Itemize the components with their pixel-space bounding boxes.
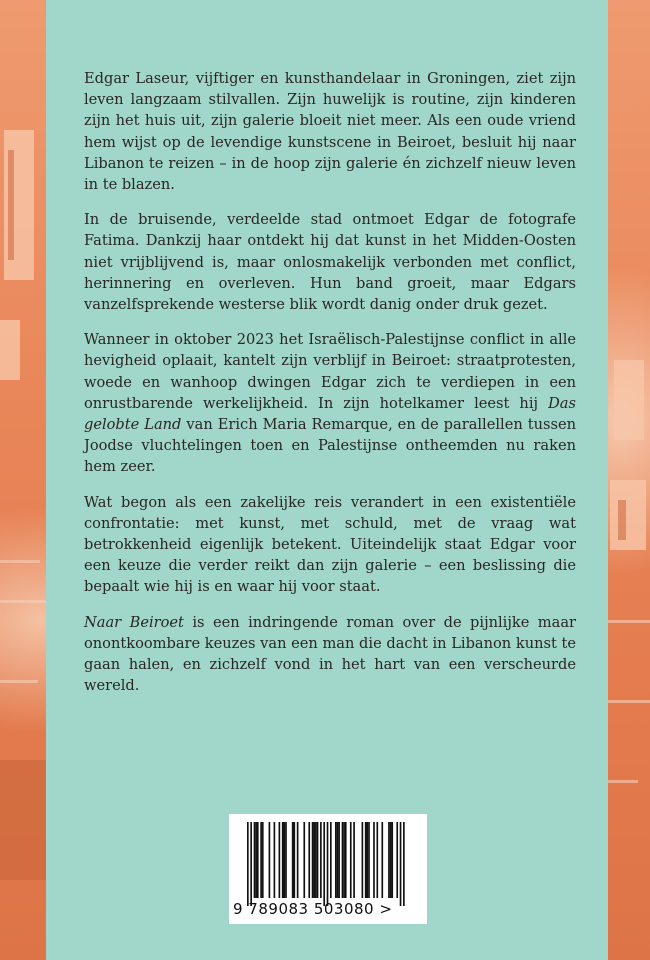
- barcode-bar: [292, 822, 294, 898]
- text-panel: [46, 0, 608, 960]
- barcode-bar: [353, 822, 355, 898]
- barcode-bar: [254, 822, 256, 898]
- barcode-bar: [303, 822, 305, 898]
- barcode-bar: [308, 822, 310, 898]
- blurb-p3-lead: Wanneer in oktober 2023 het Israëlisch-Palestijnse conflict in alle hevigheid oplaait, kantelt zijn verblijf in Beiroet: straatprotesten, woede en wanhoop dwingen Edgar zich te verdiepen in een onrustbarende werkelijkheid. In zijn hotelkamer leest hij: [84, 331, 576, 412]
- barcode-bar: [335, 822, 337, 898]
- blurb-p5-tail: is een indringende roman over de pijnlijke maar onontkoombare keuzes van een man die dacht in Libanon kunst te gaan halen, en zichzelf vond in het hart van een verscheurde wereld.: [84, 613, 577, 695]
- barcode-bar: [247, 822, 249, 906]
- barcode-bar: [269, 822, 271, 898]
- book-reference-title: Das gelobte Land: [84, 394, 576, 434]
- barcode-bar: [279, 822, 281, 898]
- barcode-bar: [390, 822, 392, 898]
- barcode-bar: [297, 822, 299, 898]
- barcode-bar: [388, 822, 390, 898]
- barcode-bar: [274, 822, 276, 898]
- barcode-bar: [373, 822, 375, 898]
- barcode-bar: [330, 822, 332, 898]
- barcode-bar: [345, 822, 347, 898]
- blurb-text: [84, 68, 576, 710]
- blurb-paragraph-1: Edgar Laseur, vijftiger en kunsthandelaar in Groningen, ziet zijn leven langzaam stilvallen. Zijn huwelijk is routine, zijn kinderen zijn het huis uit, zijn galerie bloeit niet meer. Als een oude vriend hem wijst op de levendige kunstscene in Beiroet, besluit hij naar Libanon te reizen – in de hoop zijn galerie én zichzelf nieuw leven in te blazen.: [84, 70, 576, 194]
- right-photo-strip: [608, 0, 650, 960]
- barcode-bar: [367, 822, 369, 898]
- barcode-bar: [342, 822, 344, 898]
- blurb-paragraph-2: In de bruisende, verdeelde stad ontmoet Edgar de fotografe Fatima. Dankzij haar ontdekt hij dat kunst in het Midden-Oosten niet vrijblijvend is, maar onlosmakelijk verbonden met conflict, herinnering en overleven. Hun band groeit, maar Edgars vanzelfsprekende westerse blik wordt danig onder druk gezet.: [84, 211, 576, 314]
- blurb-p3-tail: van Erich Maria Remarque, en de parallellen tussen Joodse vluchtelingen toen en Palestijnse ontheemden nu raken hem zeer.: [84, 416, 576, 476]
- barcode-bar: [337, 822, 339, 898]
- barcode-bar: [338, 822, 340, 898]
- barcode-bar: [285, 822, 287, 898]
- barcode-bar: [284, 822, 286, 898]
- barcode-bar: [262, 822, 264, 898]
- barcode-bar: [323, 822, 325, 906]
- barcode-bar: [312, 822, 314, 898]
- isbn-barcode: [229, 814, 427, 924]
- isbn-number: 9 789083 503080 >: [233, 900, 393, 918]
- blurb-paragraph-5: [84, 612, 576, 697]
- barcode-bar: [403, 822, 405, 906]
- left-photo-strip: [0, 0, 46, 960]
- barcode-bar: [320, 822, 322, 898]
- barcode-bar: [293, 822, 295, 898]
- barcode-bar: [350, 822, 352, 898]
- barcode-bar: [315, 822, 317, 898]
- barcode-bar: [381, 822, 383, 898]
- barcode-bar: [365, 822, 367, 898]
- blurb-paragraph-4: Wat begon als een zakelijke reis verandert in een existentiële confrontatie: met kunst, met schuld, met de vraag wat betrokkenheid eigenlijk betekent. Uiteindelijk staat Edgar voor een keuze die verder reikt dan zijn galerie – een beslissing die bepaalt wie hij is en waar hij voor staat.: [84, 493, 576, 596]
- barcode-bar: [313, 822, 315, 898]
- book-title: Naar Beiroet: [84, 613, 184, 631]
- barcode-bar: [362, 822, 364, 898]
- barcode-bar: [260, 822, 262, 898]
- barcode-bar: [327, 822, 329, 906]
- blurb-paragraph-3: [84, 329, 576, 477]
- barcode-bar: [250, 822, 252, 906]
- barcode-bar: [368, 822, 370, 898]
- barcode-bar: [376, 822, 378, 898]
- barcode-bar: [391, 822, 393, 898]
- barcode-bar: [257, 822, 259, 898]
- barcode-bar: [400, 822, 402, 906]
- barcode-bar: [317, 822, 319, 898]
- barcode-bar: [343, 822, 345, 898]
- barcode-bar: [396, 822, 398, 898]
- barcode-bar: [255, 822, 257, 898]
- barcode-bar: [282, 822, 284, 898]
